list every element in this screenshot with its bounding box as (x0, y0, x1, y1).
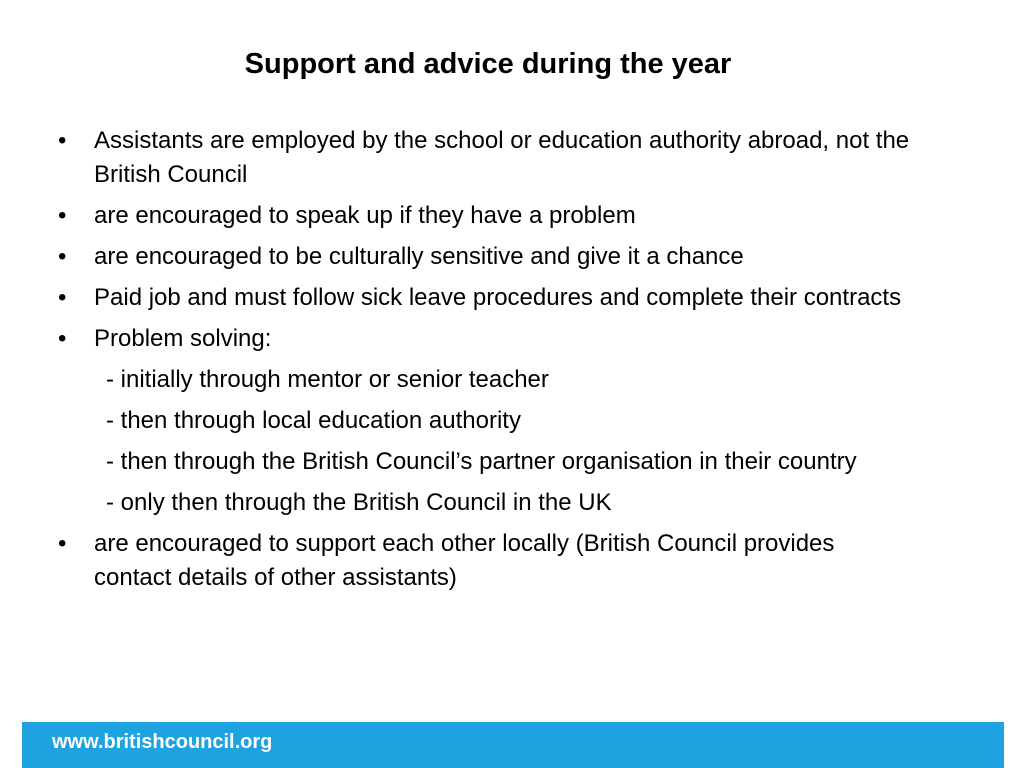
bullet-item (58, 322, 918, 356)
bullet-point-icon: • (58, 127, 67, 154)
bullet-text: Assistants are employed by the school or education authority abroad, not the British Council (94, 127, 910, 188)
footer-bar (22, 722, 1004, 768)
bullet-text: Problem solving: (94, 325, 272, 352)
bullet-item (58, 199, 918, 233)
sub-item: - only then through the British Council in the UK (106, 489, 612, 516)
bullet-item (58, 281, 918, 315)
slide-content (58, 124, 918, 602)
sub-item: - then through the British Council’s partner organisation in their country (106, 448, 857, 475)
bullet-point-icon: • (58, 243, 67, 270)
bullet-point-icon: • (58, 284, 67, 311)
bullet-text: are encouraged to speak up if they have a problem (94, 202, 636, 229)
bullet-text: are encouraged to support each other locally (British Council provides contact details of other assistants) (94, 530, 835, 591)
bullet-text: are encouraged to be culturally sensitive and give it a chance (94, 243, 744, 270)
bullet-point-icon: • (58, 530, 67, 557)
sub-item: - then through local education authority (106, 407, 521, 434)
bullet-item (58, 124, 918, 192)
footer-url[interactable]: www.britishcouncil.org (52, 731, 273, 753)
bullet-point-icon: • (58, 325, 67, 352)
bullet-point-icon: • (58, 202, 67, 229)
bullet-text: Paid job and must follow sick leave procedures and complete their contracts (94, 284, 902, 311)
bullet-item (58, 240, 918, 274)
slide-title: Support and advice during the year (244, 48, 732, 80)
bullet-item (58, 527, 918, 595)
sub-item: - initially through mentor or senior teacher (106, 366, 549, 393)
